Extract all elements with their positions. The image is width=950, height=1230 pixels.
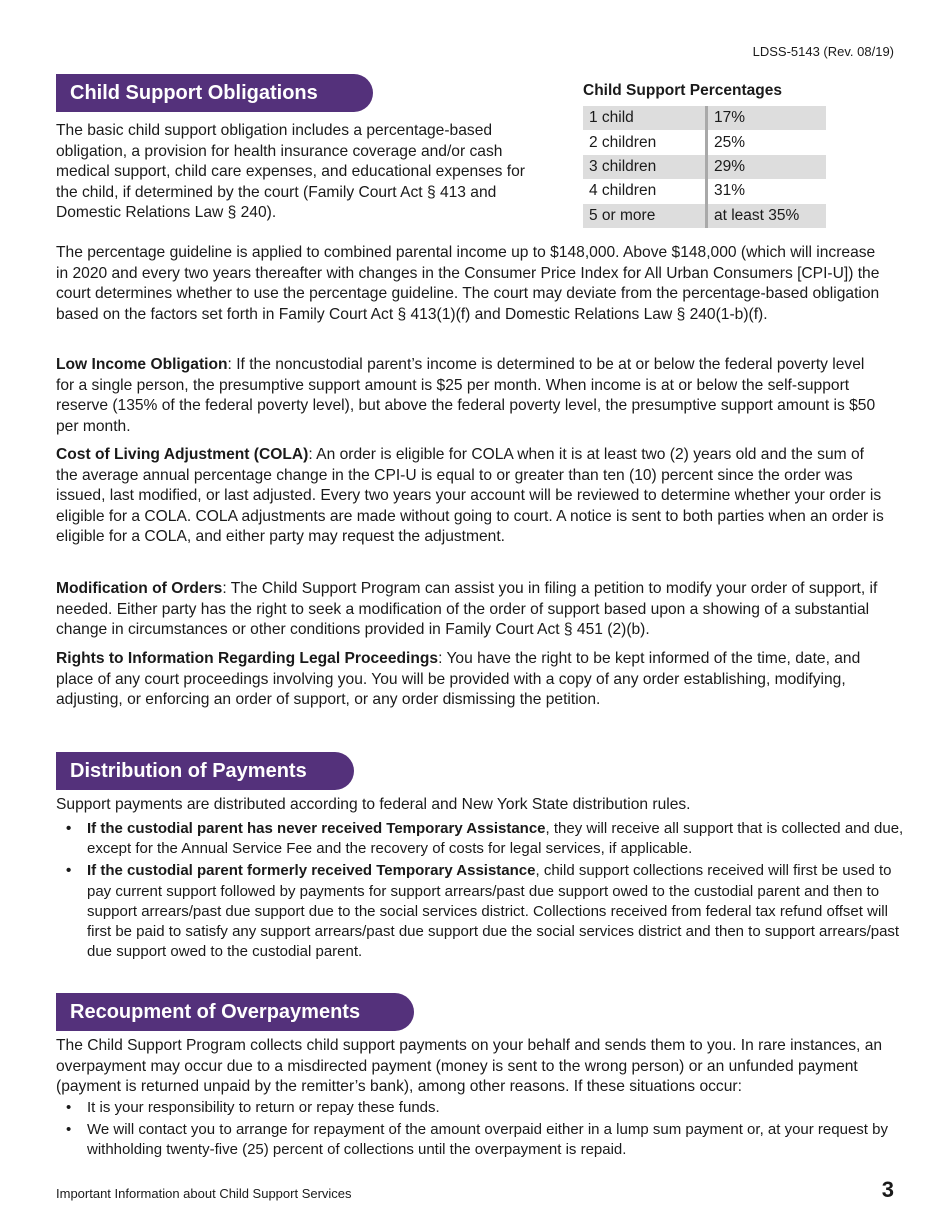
list-item: [56, 1120, 904, 1160]
section-banner-obligations: Child Support Obligations: [56, 74, 373, 112]
bullet-term: If the custodial parent has never received Temporary Assistance: [87, 820, 546, 837]
table-row: [583, 155, 826, 179]
row-label: 2 children: [583, 130, 707, 154]
percentages-table-title: Child Support Percentages: [583, 82, 782, 99]
row-label: 4 children: [583, 179, 707, 203]
list-item: [56, 861, 904, 962]
table-row: [583, 130, 826, 154]
row-label: 5 or more: [583, 204, 707, 228]
low-income-paragraph: [56, 355, 876, 437]
table-row: [583, 179, 826, 203]
bullet-icon: •: [66, 1121, 72, 1139]
row-label: 3 children: [583, 155, 707, 179]
cola-paragraph: [56, 445, 886, 548]
list-item: [56, 819, 904, 859]
bullet-text: , they will receive all support that is collected and due, except for the Annual Service Fee and the recovery of costs for legal services, if applicable.: [87, 820, 904, 858]
distribution-bullets: [56, 819, 904, 964]
guideline-paragraph: The percentage guideline is applied to combined parental income up to $148,000. Above $148,000 (which will increase in 2020 and every two years thereafter with changes in the Consumer Price Index for All Urban Consumers [CPI-U]) the court determines whether to use the percentage guideline. The court may deviate from the percentage-based obligation based on the factors set forth in Family Court Act § 413(1)(f) and Domestic Relations Law § 240(1-b)(f).: [56, 244, 880, 323]
list-item: [56, 1098, 904, 1118]
row-value: at least 35%: [707, 204, 827, 228]
cola-text: : An order is eligible for COLA when it is at least two (2) years old and the sum of the average annual percentage change in the CPI-U is equal to or greater than ten (10) percent since the order was issued, last modified, or last adjusted. Every two years your account will be reviewed to determine whether your order is eligible for a COLA. COLA adjustments are made without going to court. A notice is sent to both parties when an order is eligible for a COLA, and either party may request the adjustment.: [56, 446, 884, 546]
bullet-icon: •: [66, 862, 72, 880]
bullet-text: , child support collections received will first be used to pay current support followed by payments for support arrears/past due support owed to the custodial parent and then to support arrears/past due support due to the social services district. Collections received from federal tax refund offset will first be paid to satisfy any support arrears/past due support due the social services district and then to support arrears/past due support owed to the custodial parent.: [87, 862, 900, 961]
recoupment-intro: The Child Support Program collects child support payments on your behalf and sends them to you. In rare instances, an overpayment may occur due to a misdirected payment (money is sent to the wrong person) or an unfunded payment (payment is returned unpaid by the remitter’s bank), among other reasons. If these situations occur:: [56, 1037, 883, 1096]
cola-term: Cost of Living Adjustment (COLA): [56, 446, 309, 463]
page-number: 3: [881, 1177, 894, 1202]
section-banner-distribution: Distribution of Payments: [56, 752, 354, 790]
bullet-text: It is your responsibility to return or repay these funds.: [87, 1099, 440, 1116]
row-value: 25%: [714, 133, 746, 151]
distribution-intro: Support payments are distributed according to federal and New York State distribution rules.: [56, 796, 691, 813]
modification-paragraph: [56, 579, 901, 641]
row-value: 31%: [714, 182, 746, 200]
modification-text: : The Child Support Program can assist you in filing a petition to modify your order of support, if needed. Either party has the right to seek a modification of the order of support based upon a showing of a substantial change in circumstances or other conditions provided in Family Court Act § 451 (2)(b).: [56, 580, 878, 639]
rights-paragraph: [56, 649, 876, 711]
obligations-intro: The basic child support obligation includes a percentage-based obligation, a provision for health insurance coverage and/or cash medical support, child care expenses, and educational expenses for the child, if determined by the court (Family Court Act § 413 and Domestic Relations Law § 240).: [56, 122, 525, 222]
bullet-icon: •: [66, 820, 72, 837]
footer-text: Important Information about Child Support Services: [56, 1186, 352, 1201]
form-id: LDSS-5143 (Rev. 08/19): [752, 44, 894, 59]
section-banner-recoupment: Recoupment of Overpayments: [56, 993, 414, 1031]
table-row: [583, 204, 826, 228]
table-row: [583, 106, 826, 130]
bullet-icon: •: [66, 1099, 72, 1116]
low-income-text: : If the noncustodial parent’s income is determined to be at or below the federal poverty level for a single person, the presumptive support amount is $25 per month. When income is at or below the self-support reserve (135% of the federal poverty level), but above the federal poverty level, the presumptive support amount is $50 per month.: [56, 356, 876, 435]
row-label: 1 child: [583, 106, 707, 130]
modification-term: Modification of Orders: [56, 580, 223, 597]
bullet-term: If the custodial parent formerly received Temporary Assistance: [87, 862, 536, 880]
rights-term: Rights to Information Regarding Legal Proceedings: [56, 650, 439, 667]
recoupment-bullets: [56, 1098, 904, 1163]
percentages-table: [583, 106, 826, 228]
bullet-text: We will contact you to arrange for repayment of the amount overpaid either in a lump sum payment or, at your request by withholding twenty-five (25) percent of collections until the overpayment is repaid.: [87, 1121, 888, 1159]
row-value: 17%: [707, 106, 827, 130]
low-income-term: Low Income Obligation: [56, 356, 228, 373]
row-value: 29%: [707, 155, 827, 179]
rights-text: : You have the right to be kept informed of the time, date, and place of any court proceedings involving you. You will be provided with a copy of any order establishing, modifying, adjusting, or enforcing an order of support, or any order dismissing the petition.: [56, 650, 861, 709]
